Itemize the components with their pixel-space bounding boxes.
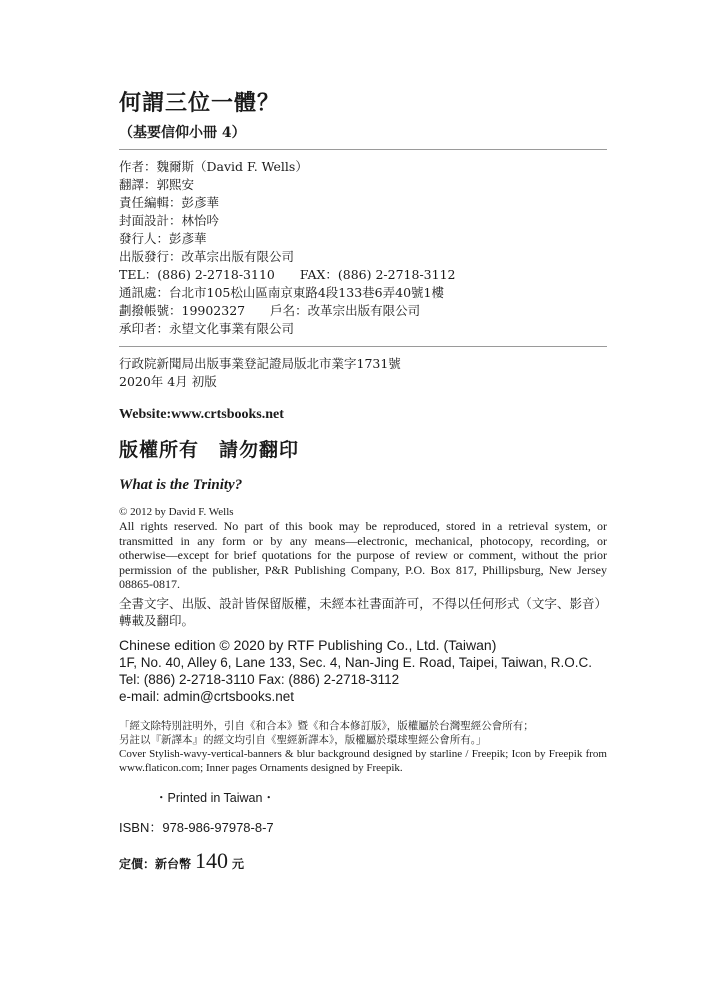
chinese-edition-email: e-mail: admin@crtsbooks.net	[119, 688, 295, 704]
english-title: What is the Trinity?	[119, 477, 243, 493]
credit-account: 劃撥帳號：19902327 戶名：改革宗出版有限公司	[119, 303, 421, 318]
book-subtitle: （基要信仰小冊 4）	[119, 125, 246, 141]
printed-in: ・Printed in Taiwan・	[155, 790, 275, 805]
scripture-note	[119, 719, 607, 775]
chinese-edition-block	[119, 637, 607, 705]
price-label: 定價：新台幣	[119, 856, 192, 871]
cover-credit: Cover Stylish-wavy-vertical-banners & blur background designed by starline / Freepik; Icon by Freepik from www.flaticon.com; Inner pages Ornaments designed by Freepik.	[119, 747, 607, 774]
chinese-edition-copyright: Chinese edition © 2020 by RTF Publishing Co., Ltd. (Taiwan)	[119, 636, 497, 653]
price-amount: 140	[195, 847, 229, 873]
credit-address: 通訊處：台北市105松山區南京東路4段133巷6弄40號1樓	[119, 285, 444, 300]
edition-date: 2020年 4月 初版	[119, 374, 217, 389]
copyright-line: © 2012 by David F. Wells	[119, 506, 234, 518]
legal-notice-en: All rights reserved. No part of this book may be reproduced, stored in a retrieval system, or transmitted in any form or by any means—electronic, mechanical, photocopy, recording, or otherwise—except for brief quotations for the purpose of review or comment, without the prior permission of the publisher, P&R Publishing Company, P.O. Box 817, Phillipsburg, New Jersey 08865-0817.	[119, 519, 607, 591]
isbn: ISBN：978-986-97978-8-7	[119, 819, 274, 835]
price	[119, 847, 607, 878]
copyright-page	[119, 88, 607, 878]
rights-notice: 版權所有 請勿翻印	[119, 439, 300, 461]
book-title: 何謂三位一體？	[119, 90, 281, 116]
website: Website:www.crtsbooks.net	[119, 407, 284, 422]
chinese-edition-phone: Tel: (886) 2-2718-3110 Fax: (886) 2-2718-3112	[119, 671, 400, 687]
scripture-note-line: 另註以『新譯本』的經文均引自《聖經新譯本》，版權屬於環球聖經公會所有。」	[119, 733, 487, 746]
credit-publisher-person: 發行人：彭彥華	[119, 231, 207, 246]
legal-notice-cn: 全書文字、出版、設計皆保留版權，未經本社書面許可，不得以任何形式（文字、影音）轉載及翻印。	[119, 595, 607, 628]
credit-author: 作者：魏爾斯（David F. Wells）	[119, 159, 308, 174]
registration-number: 行政院新聞局出版事業登記證局版北市業字1731號	[119, 356, 401, 371]
scripture-note-line: 「經文除特別註明外，引自《和合本》暨《和合本修訂版》，版權屬於台灣聖經公會所有；	[119, 719, 534, 732]
credits-block	[119, 158, 607, 338]
credit-publisher: 出版發行：改革宗出版有限公司	[119, 249, 295, 264]
divider-middle	[119, 346, 607, 347]
registration-block	[119, 355, 607, 391]
credit-editor: 責任編輯：彭彥華	[119, 195, 220, 210]
chinese-edition-address: 1F, No. 40, Alley 6, Lane 133, Sec. 4, Nan-Jing E. Road, Taipei, Taiwan, R.O.C.	[119, 654, 593, 670]
credit-cover-design: 封面設計：林怡吟	[119, 213, 220, 228]
credit-translator: 翻譯：郭熙安	[119, 177, 195, 192]
divider-top	[119, 149, 607, 150]
credit-printer: 承印者：永望文化事業有限公司	[119, 321, 295, 336]
price-unit: 元	[232, 856, 245, 871]
credit-phone-fax: TEL：(886) 2-2718-3110 FAX：(886) 2-2718-3112	[119, 267, 456, 282]
